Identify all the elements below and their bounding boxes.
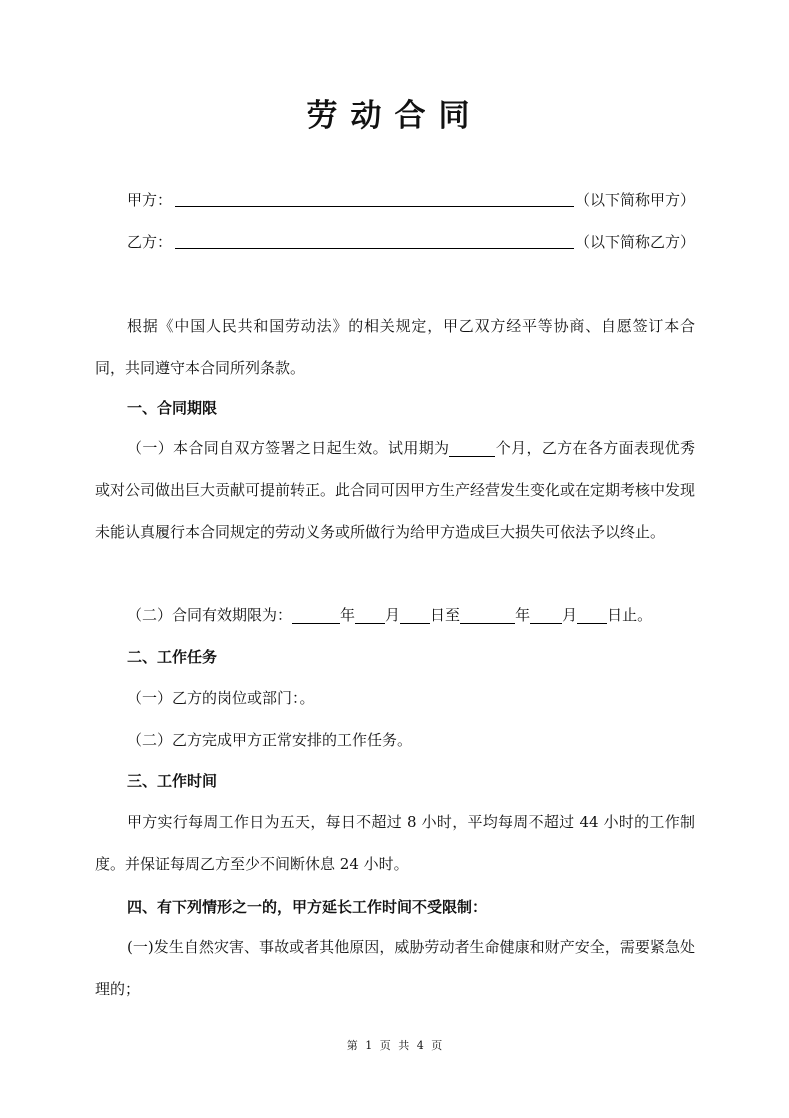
intro-paragraph: 根据《中国人民共和国劳动法》的相关规定，甲乙双方经平等协商、自愿签订本合同，共同遵守本合同所列条款。 <box>95 317 695 377</box>
party-a-row <box>127 186 707 214</box>
section-2-clause-2: （二）乙方完成甲方正常安排的工作任务。 <box>127 731 413 749</box>
start-year-blank <box>292 605 340 624</box>
day-to-label: 日至 <box>430 606 461 624</box>
clause-1-text-a: （一）本合同自双方签署之日起生效。试用期为 <box>127 439 450 457</box>
party-a-note: （以下简称甲方） <box>574 191 695 209</box>
party-b-row <box>127 228 707 256</box>
section-4-heading: 四、有下列情形之一的，甲方延长工作时间不受限制： <box>127 898 488 916</box>
party-b-note: （以下简称乙方） <box>574 233 695 251</box>
party-b-blank-line <box>175 248 574 249</box>
start-month-blank <box>355 605 385 624</box>
probation-months-blank <box>449 438 495 457</box>
page-number-footer: 第 1 页 共 4 页 <box>346 1039 443 1052</box>
party-b-label: 乙方： <box>127 233 173 251</box>
document-title: 劳动合同 <box>306 98 483 134</box>
clause-2-label: （二）合同有效期限为： <box>127 606 293 624</box>
section-1-clause-2 <box>127 601 652 629</box>
start-day-blank <box>400 605 430 624</box>
end-month-blank <box>530 605 562 624</box>
section-2-heading: 二、工作任务 <box>127 648 218 666</box>
clause-1-text-b: 个月，乙方在各方面表现优秀或对公司做出巨大贡献可提前转正。此合同可因甲方生产经营发生变化或在定期考核中发现未能认真履行本合同规定的劳动义务或所做行为给甲方造成巨大损失可依法予以终止。 <box>95 439 696 541</box>
section-2-clause-1: （一）乙方的岗位或部门：。 <box>127 689 315 707</box>
section-3-paragraph: 甲方实行每周工作日为五天，每日不超过 8 小时，平均每周不超过 44 小时的工作制度。并保证每周乙方至少不间断休息 24 小时。 <box>95 813 695 873</box>
party-a-blank-line <box>175 206 574 207</box>
end-day-blank <box>577 605 607 624</box>
month-label-2: 月 <box>562 606 578 624</box>
day-end-label: 日止。 <box>607 606 653 624</box>
section-4-clause-1: (一)发生自然灾害、事故或者其他原因，威胁劳动者生命健康和财产安全，需要紧急处理的； <box>95 938 695 998</box>
party-a-label: 甲方： <box>127 191 173 209</box>
year-label-2: 年 <box>515 606 531 624</box>
end-year-blank <box>460 605 515 624</box>
month-label: 月 <box>385 606 401 624</box>
section-1-clause-1 <box>95 427 695 553</box>
section-1-heading: 一、合同期限 <box>127 399 218 417</box>
year-label: 年 <box>340 606 356 624</box>
section-3-heading: 三、工作时间 <box>127 772 218 790</box>
